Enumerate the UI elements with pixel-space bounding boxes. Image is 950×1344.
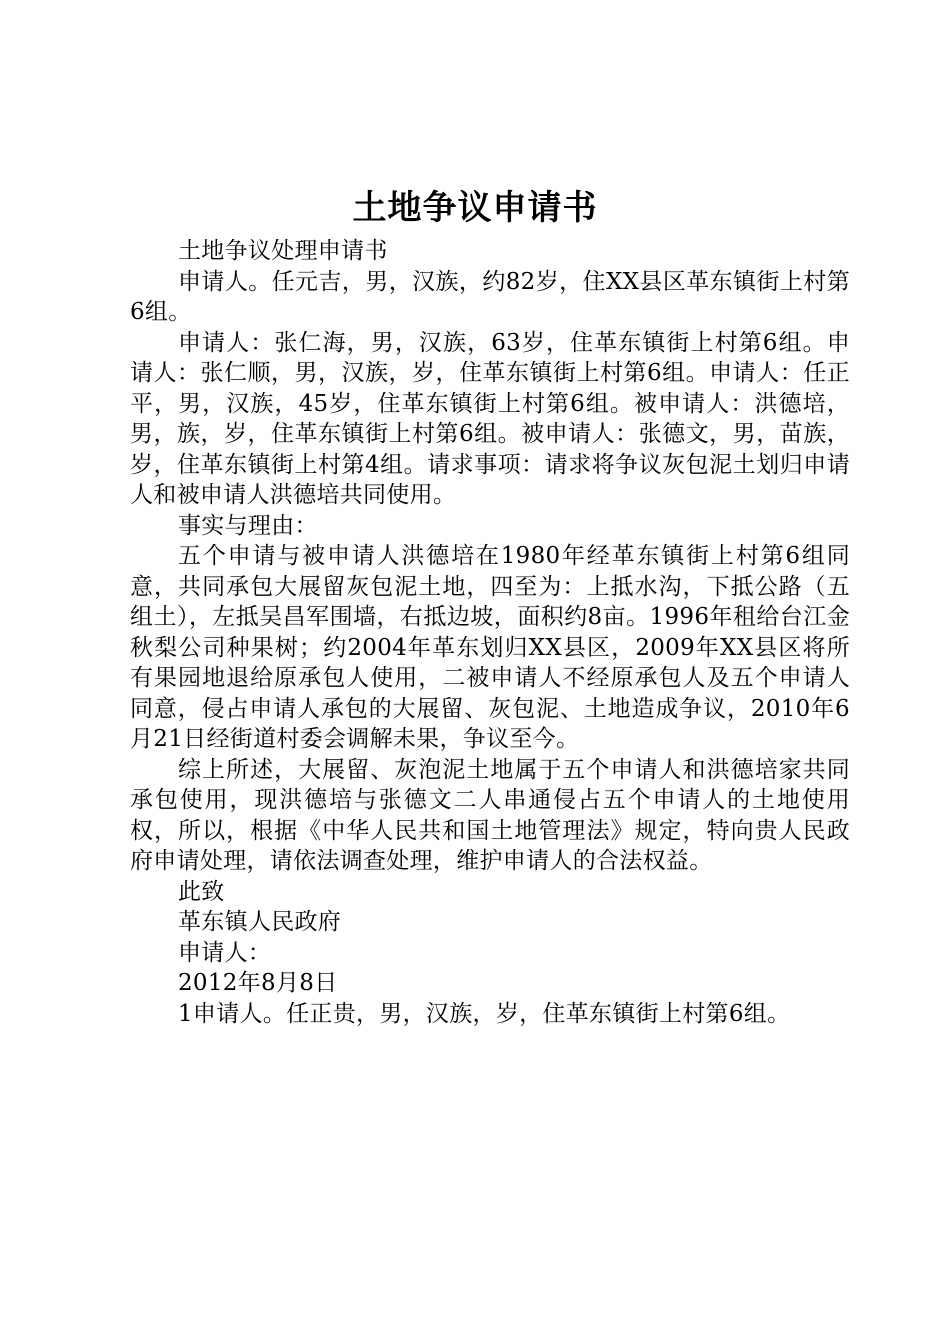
facts-heading: 事实与理由： [178,512,318,539]
document-body [130,236,850,1029]
salutation-line: 此致 [178,878,225,905]
parties-paragraph: 申请人：张仁海，男，汉族，63岁，住革东镇街上村第6组。申请人：张仁顺，男，汉族，岁，住革东镇街上村第6组。申请人：任正平，男，汉族，45岁，住革东镇街上村第6组。被申请人：洪德培，男，族，岁，住革东镇街上村第6组。被申请人：张德文，男，苗族，岁，住革东镇街上村第4组。请求事项：请求将争议灰包泥土划归申请人和被申请人洪德培共同使用。 [130,329,850,508]
document-title: 土地争议申请书 [352,188,598,228]
applicant-paragraph: 申请人。任元吉，男，汉族，约82岁，住XX县区革东镇街上村第6组。 [130,268,850,325]
signature-line: 申请人： [178,939,272,966]
conclusion-paragraph: 综上所述，大展留、灰泡泥土地属于五个申请人和洪德培家共同承包使用，现洪德培与张德文二人串通侵占五个申请人的土地使用权，所以，根据《中华人民共和国土地管理法》规定，特向贵人民政府申请处理，请依法调查处理，维护申请人的合法权益。 [130,756,850,874]
recipient-line: 革东镇人民政府 [178,909,342,935]
subtitle-paragraph: 土地争议处理申请书 [178,238,388,264]
date-line: 2012年8月8日 [178,970,338,996]
facts-paragraph: 五个申请与被申请人洪德培在1980年经革东镇街上村第6组同意，共同承包大展留灰包泥土地，四至为：上抵水沟，下抵公路（五组土），左抵吴昌军围墙，右抵边坡，面积约8亩。1996年租给台江金秋梨公司种果树；约2004年革东划归XX县区，2009年XX县区将所有果园地退给原承包人使用，二被申请人不经原承包人及五个申请人同意，侵占申请人承包的大展留、灰包泥、土地造成争议，2010年6月21日经街道村委会调解未果，争议至今。 [130,543,850,752]
appendix-line: 1申请人。任正贵，男，汉族，岁，住革东镇街上村第6组。 [178,1000,791,1027]
